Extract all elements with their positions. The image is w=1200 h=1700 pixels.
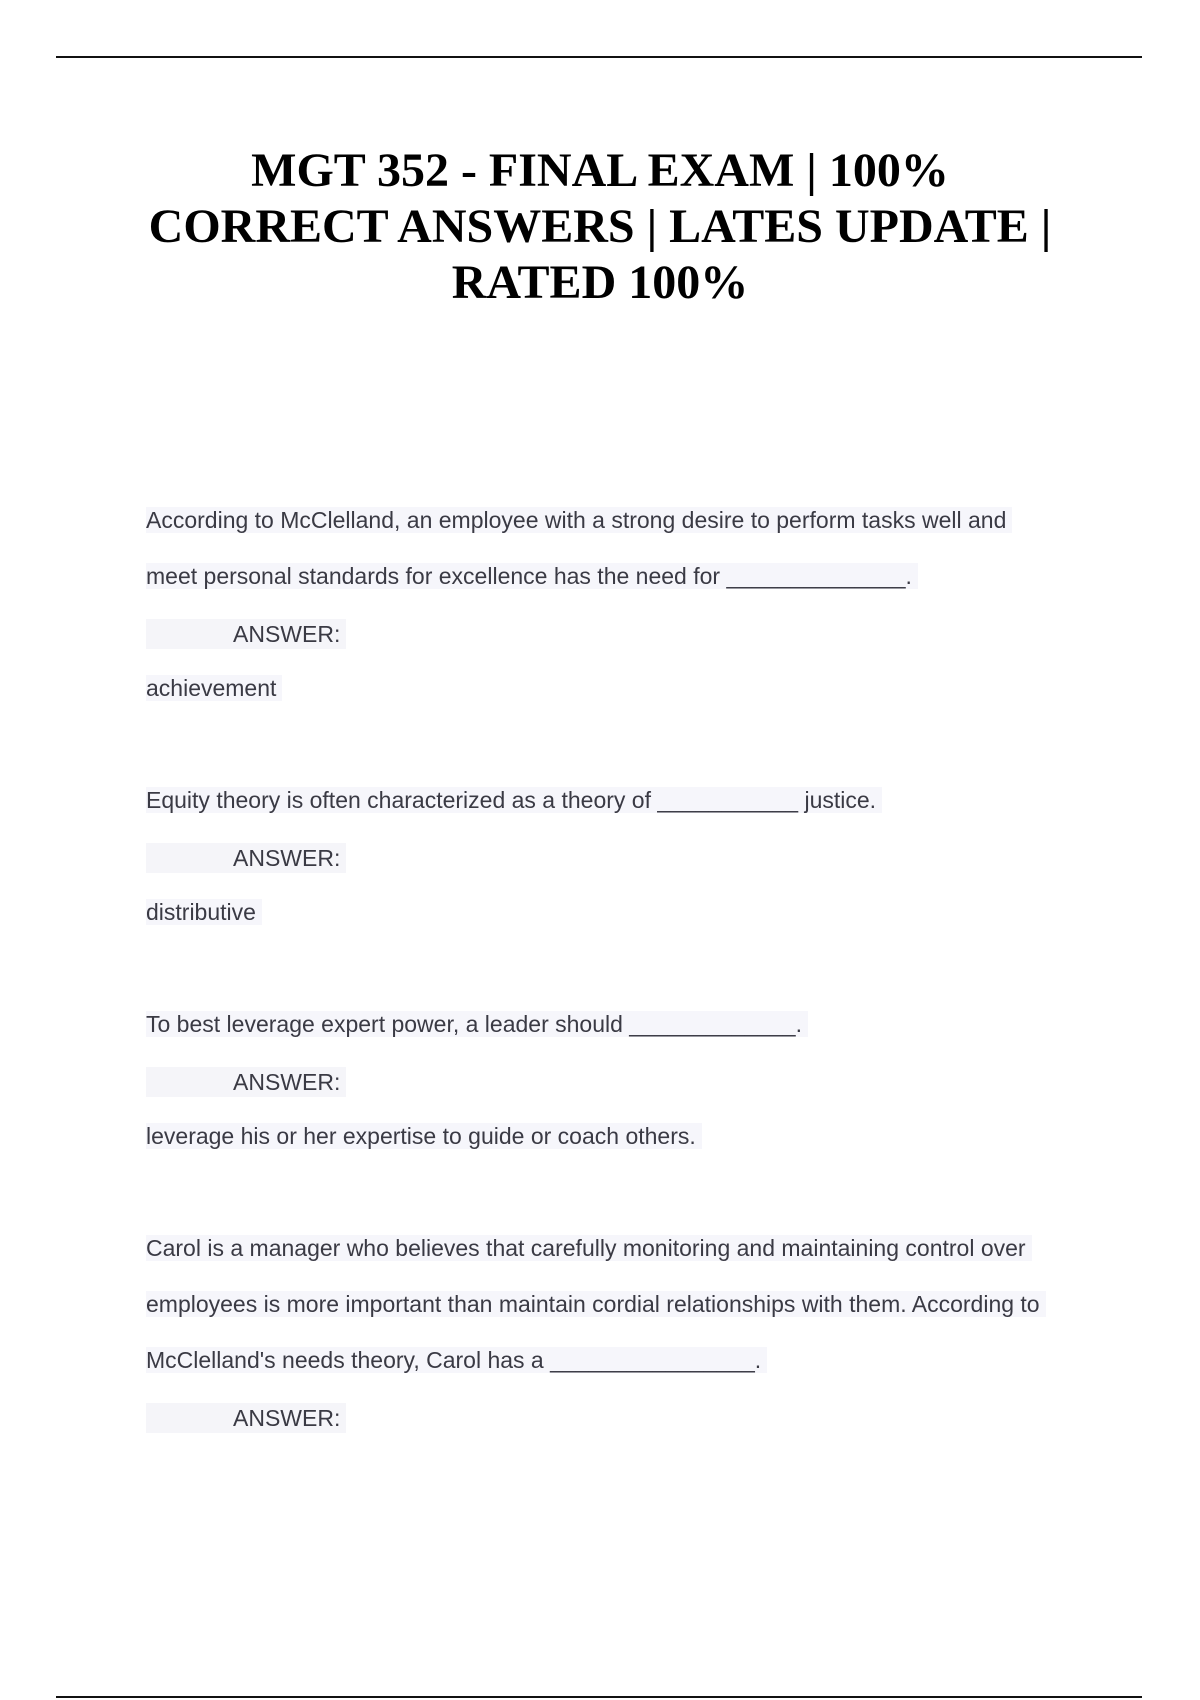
answer-label-row xyxy=(146,1052,1106,1108)
answer-label-row xyxy=(146,604,1106,660)
question-line: Carol is a manager who believes that carefully monitoring and maintaining control over xyxy=(146,1220,1106,1276)
question-line: McClelland's needs theory, Carol has a ________________. xyxy=(146,1332,1106,1388)
question-block-4 xyxy=(146,1220,1106,1444)
title-line-2: CORRECT ANSWERS | LATES UPDATE | xyxy=(148,200,1052,253)
question-line: employees is more important than maintain cordial relationships with them. According to xyxy=(146,1276,1106,1332)
question-block-2 xyxy=(146,772,1106,940)
question-block-3 xyxy=(146,996,1106,1164)
answer-row xyxy=(146,660,1106,716)
bottom-rule xyxy=(56,1696,1142,1698)
answer-label: ANSWER: xyxy=(146,1403,346,1433)
document-title xyxy=(80,143,1120,311)
title-line-1: MGT 352 - FINAL EXAM | 100% xyxy=(251,144,949,197)
answer-label-row xyxy=(146,1388,1106,1444)
top-rule xyxy=(56,56,1142,58)
answer-row xyxy=(146,884,1106,940)
question-line: meet personal standards for excellence has the need for ______________. xyxy=(146,548,1106,604)
answer-text: distributive xyxy=(146,899,262,925)
title-line-3: RATED 100% xyxy=(451,256,749,309)
answer-row xyxy=(146,1108,1106,1164)
answer-text: leverage his or her expertise to guide or coach others. xyxy=(146,1123,702,1149)
answer-text: achievement xyxy=(146,675,282,701)
answer-label: ANSWER: xyxy=(146,843,346,873)
answer-label: ANSWER: xyxy=(146,619,346,649)
question-line: Equity theory is often characterized as a theory of ___________ justice. xyxy=(146,772,1106,828)
question-line: To best leverage expert power, a leader should _____________. xyxy=(146,996,1106,1052)
question-block-1 xyxy=(146,492,1106,716)
question-line: According to McClelland, an employee with a strong desire to perform tasks well and xyxy=(146,492,1106,548)
answer-label: ANSWER: xyxy=(146,1067,346,1097)
answer-label-row xyxy=(146,828,1106,884)
